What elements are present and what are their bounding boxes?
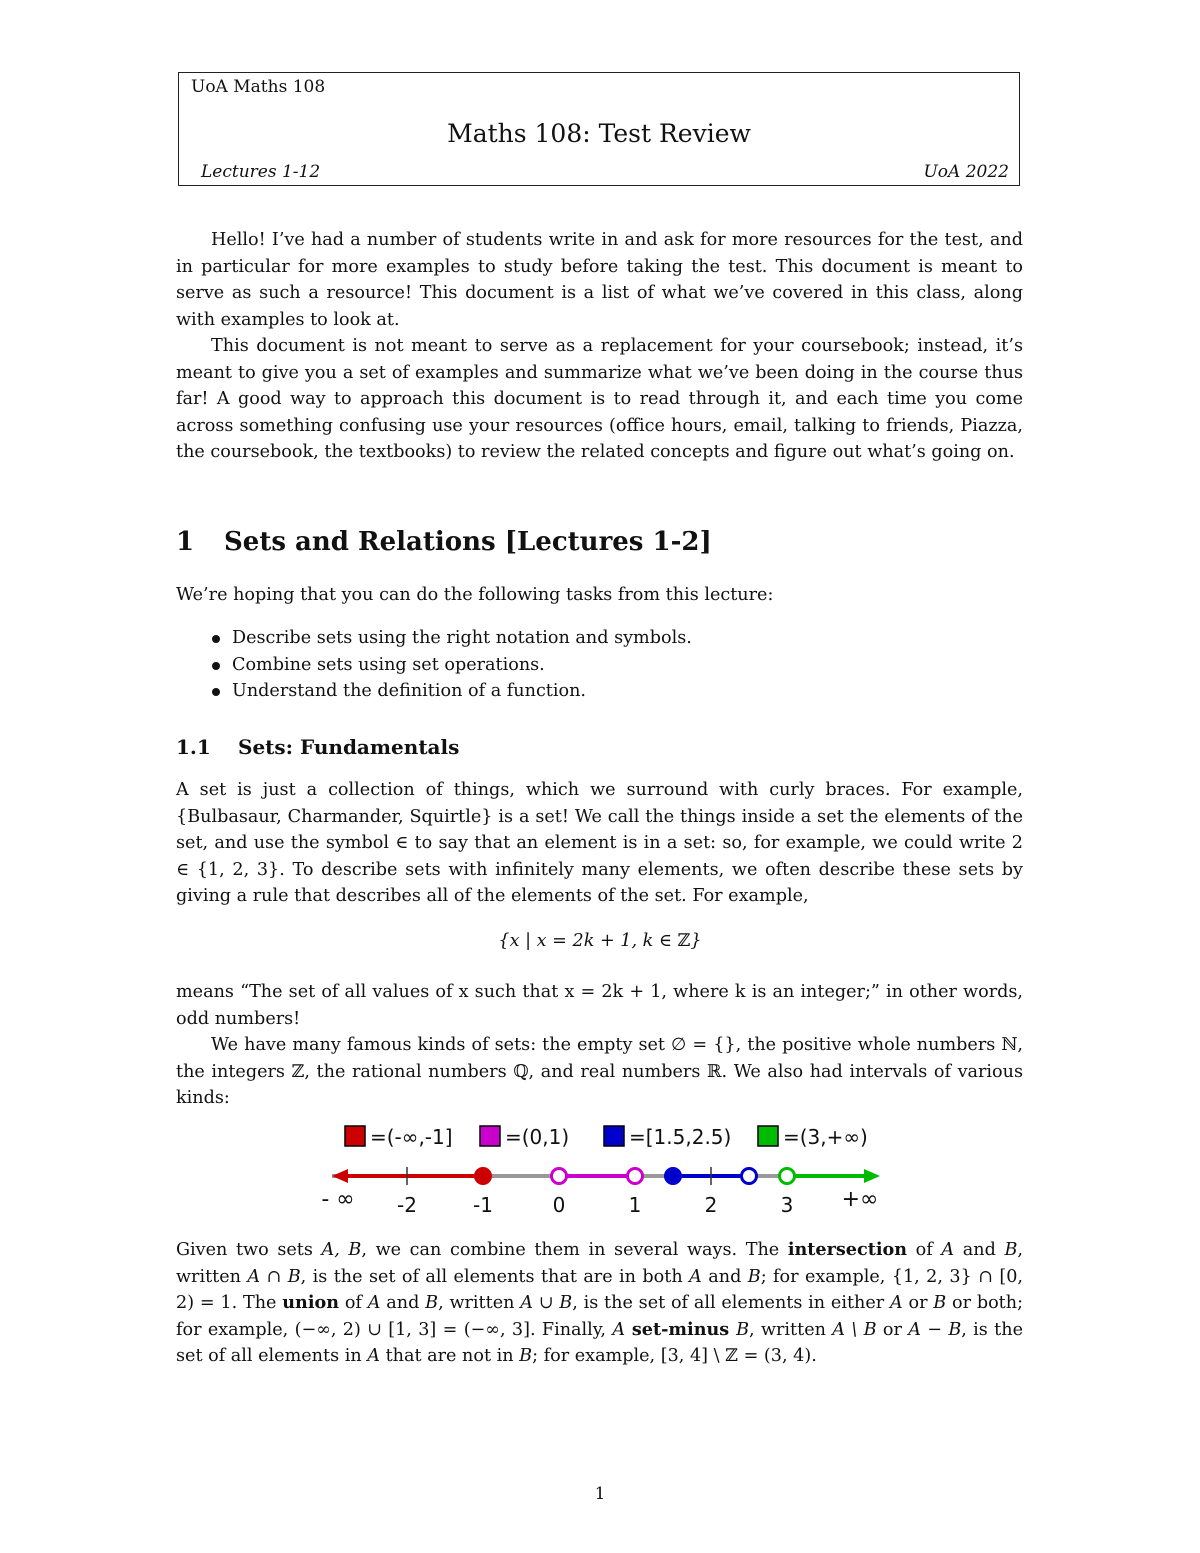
- legend-label: =(0,1): [505, 1125, 570, 1149]
- math-var: B: [519, 1346, 533, 1366]
- closed-endpoint: [666, 1169, 681, 1184]
- math-expr: A \ B: [832, 1319, 877, 1340]
- math-var: B: [1004, 1240, 1018, 1260]
- set-operations-paragraph: [176, 1237, 1023, 1370]
- open-endpoint: [552, 1169, 567, 1184]
- text-run: ; for example, [3, 4] \ ℤ = (3, 4).: [532, 1346, 817, 1366]
- math-expr: A ∩ B: [247, 1266, 301, 1287]
- text-run: Given two sets: [176, 1240, 322, 1260]
- legend: [345, 1125, 868, 1149]
- open-endpoint: [742, 1169, 757, 1184]
- tick-label: 0: [552, 1193, 566, 1217]
- text-run: or: [902, 1293, 934, 1313]
- sets-paragraph-2: means “The set of all values of x such that x = 2k + 1, where k is an integer;” in other words, odd numbers!: [176, 982, 1023, 1029]
- tick-label: -1: [473, 1193, 493, 1217]
- legend-swatch: [480, 1126, 500, 1146]
- open-endpoint: [628, 1169, 643, 1184]
- text-run: that are not in: [379, 1346, 520, 1366]
- legend-swatch: [604, 1126, 624, 1146]
- text-run: and: [954, 1240, 1005, 1260]
- sets-continued: [176, 979, 1023, 1112]
- closed-endpoint: [476, 1169, 491, 1184]
- math-var: A: [941, 1240, 955, 1260]
- subsection-title: Sets: Fundamentals: [238, 735, 460, 759]
- section-number: 1: [176, 527, 195, 557]
- text-run: and: [380, 1293, 426, 1313]
- math-expr: A ∪ B: [520, 1293, 573, 1313]
- legend-label: =(3,+∞): [783, 1125, 868, 1149]
- list-item: Combine sets using set operations.: [210, 652, 692, 679]
- math-var: A, B: [321, 1240, 362, 1260]
- year-label: UoA 2022: [923, 162, 1009, 182]
- integers-symbol: ℤ: [677, 931, 691, 951]
- interval-number-line: [300, 1118, 900, 1223]
- text-run: of: [907, 1240, 942, 1260]
- intro-paragraph-2: This document is not meant to serve as a replacement for your coursebook; instead, it’s meant to give you a set of examples and summarize what we’ve been doing in the course thus far! A good way to approach this document is to read through it, and each time you come across something confusing use your resources (office hours, email, talking to friends, Piazza, the coursebook, the textbooks) to review the related concepts and figure out what’s going on.: [176, 336, 1023, 462]
- keyword-union: union: [282, 1292, 340, 1313]
- minus-infinity-label: - ∞: [321, 1187, 355, 1212]
- tick-label: -2: [397, 1193, 417, 1217]
- plus-infinity-label: +∞: [841, 1187, 879, 1212]
- keyword-intersection: intersection: [787, 1239, 908, 1260]
- subsection-number: 1.1: [176, 735, 211, 759]
- list-item: Understand the definition of a function.: [210, 678, 692, 705]
- section-1-lead: We’re hoping that you can do the following tasks from this lecture:: [176, 585, 774, 605]
- text-run: , is the set of all elements in: [176, 1319, 1023, 1366]
- text-run: , is the set of all elements that are in both: [300, 1266, 690, 1287]
- tick-label: 3: [780, 1193, 794, 1217]
- page-number: 1: [594, 1484, 606, 1504]
- math-var: A: [612, 1319, 626, 1340]
- section-1-heading: [176, 527, 712, 557]
- document-title: Maths 108: Test Review: [447, 119, 751, 148]
- math-var: B: [933, 1293, 947, 1313]
- text-run: ; for example, {1, 2, 3} ∩ [0, 2) = 1. The: [176, 1266, 1023, 1313]
- tick-label: 1: [628, 1193, 642, 1217]
- legend-label: =(-∞,-1]: [370, 1125, 453, 1149]
- keyword-set-minus: set-minus: [625, 1318, 737, 1340]
- text-run: and: [701, 1266, 748, 1287]
- header-box: [178, 72, 1020, 186]
- text-run: , written: [749, 1319, 833, 1340]
- tick-label: 2: [704, 1193, 718, 1217]
- legend-swatch: [345, 1126, 365, 1146]
- legend-swatch: [758, 1126, 778, 1146]
- arrow-right-icon: [864, 1169, 880, 1183]
- text-run: , written: [438, 1293, 521, 1313]
- objectives-list: [210, 625, 692, 705]
- sets-paragraph-3: We have many famous kinds of sets: the empty set ∅ = {}, the positive whole numbers ℕ, the integers ℤ, the rational numbers ℚ, and real numbers ℝ. We also had intervals of various kinds:: [176, 1035, 1023, 1108]
- math-var: A: [367, 1346, 380, 1366]
- text-run: , written: [176, 1240, 1023, 1287]
- list-item: Describe sets using the right notation and symbols.: [210, 625, 692, 652]
- sets-paragraph-1: A set is just a collection of things, which we surround with curly braces. For example, {Bulbasaur, Charmander, Squirtle} is a set! We call the things inside a set the elements of the set, and use the symbol ∈ to say that an element is in a set: so, for example, we could write 2 ∈ {1, 2, 3}. To describe sets with infinitely many elements, we often describe these sets by giving a rule that describes all of the elements of the set. For example,: [176, 780, 1023, 906]
- math-var: B: [425, 1293, 439, 1313]
- subsection-1-1-heading: [176, 735, 459, 759]
- arrow-left-icon: [332, 1169, 348, 1183]
- intro: [176, 227, 1023, 466]
- equation-lhs: {x | x = 2k + 1, k ∈: [498, 931, 678, 951]
- legend-label: =[1.5,2.5): [629, 1125, 732, 1149]
- math-var: A: [889, 1293, 903, 1313]
- intro-paragraph-1: Hello! I’ve had a number of students write in and ask for more resources for the test, and in particular for more examples to study before taking the test. This document is meant to serve as such a resource! This document is a list of what we’ve covered in this class, along with examples to look at.: [176, 230, 1023, 330]
- text-run: or both; for example, (−∞, 2) ∪ [1, 3] = (−∞, 3]. Finally,: [176, 1293, 1024, 1340]
- section-title: Sets and Relations [Lectures 1-2]: [224, 527, 712, 557]
- math-var: A: [689, 1266, 702, 1287]
- math-var: B: [736, 1319, 750, 1340]
- set-builder-equation: [0, 931, 1200, 951]
- text-run: of: [339, 1293, 368, 1313]
- number-line-axis: [321, 1167, 880, 1217]
- open-endpoint: [780, 1169, 795, 1184]
- math-var: B: [747, 1266, 761, 1287]
- math-var: A: [367, 1293, 381, 1313]
- math-expr: A − B: [908, 1319, 962, 1340]
- text-run: or: [876, 1319, 909, 1340]
- text-run: , is the set of all elements in either: [572, 1293, 890, 1313]
- course-label: UoA Maths 108: [191, 77, 326, 97]
- text-run: , we can combine them in several ways. The: [361, 1240, 788, 1260]
- equation-rhs: }: [690, 931, 702, 951]
- lectures-label: Lectures 1-12: [201, 162, 321, 182]
